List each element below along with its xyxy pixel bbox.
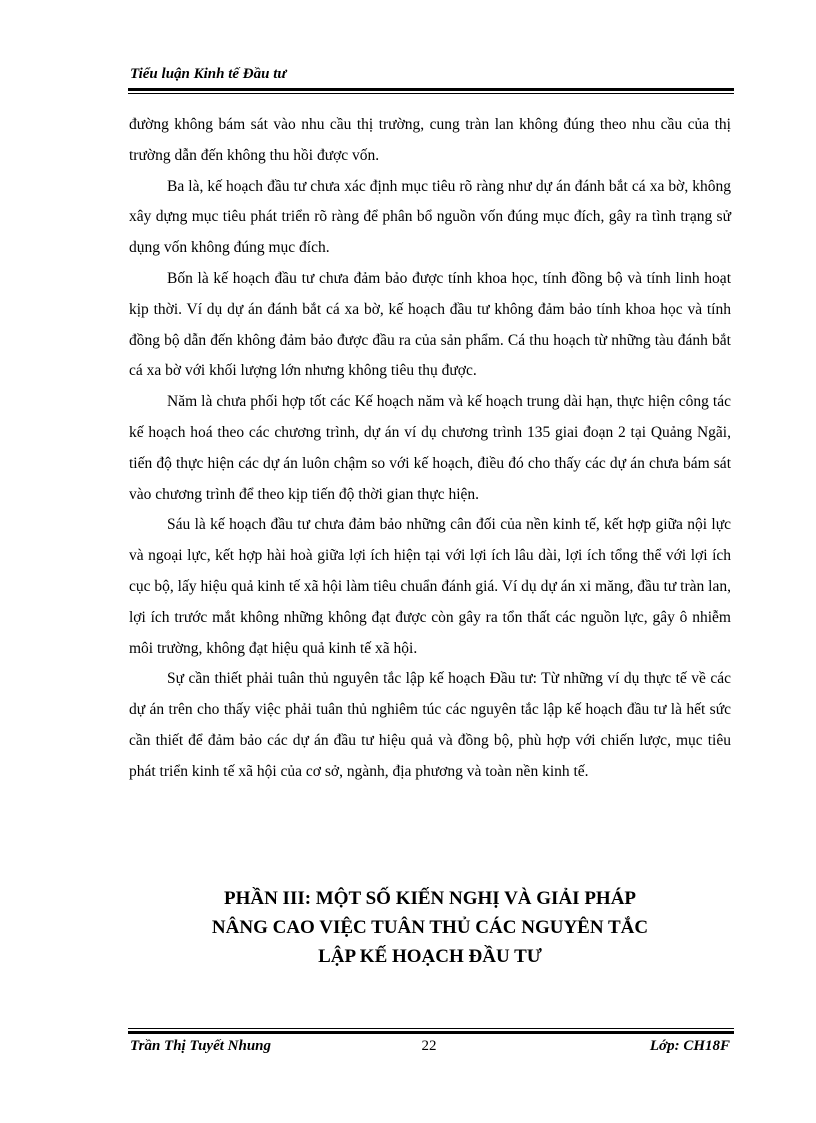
paragraph-sau-la: Sáu là kế hoạch đầu tư chưa đảm bảo những cân đối của nền kinh tế, kết hợp giữa nội lực và ngoại lực, kết hợp hài hoà giữa lợi ích hiện tại với lợi ích lâu dài, lợi ích tổng thể với lợi ích cục bộ, lấy hiệu quả kinh tế xã hội làm tiêu chuẩn đánh giá. Ví dụ dự án xi măng, đầu tư tràn lan, lợi ích trước mắt không những không đạt được còn gây ra tổn thất các nguồn lực, gây ô nhiễm môi trường, không đạt hiệu quả kinh tế xã hội. xyxy=(129,516,731,657)
section-heading xyxy=(129,884,731,971)
running-header-title: Tiểu luận Kinh tế Đầu tư xyxy=(130,66,287,82)
footer-class: Lớp: CH18F xyxy=(649,1038,730,1054)
footer-rule-thin xyxy=(128,1028,734,1029)
paragraph-su-can-thiet: Sự cần thiết phải tuân thủ nguyên tắc lập kế hoạch Đầu tư: Từ những ví dụ thực tế về các dự án trên cho thấy việc phải tuân thủ nghiêm túc các nguyên tắc lập kế hoạch đầu tư là hết sức cần thiết để đảm bảo các dự án đầu tư hiệu quả và đồng bộ, phù hợp với chiến lược, mục tiêu phát triển kinh tế xã hội của cơ sở, ngành, địa phương và toàn nền kinh tế. xyxy=(129,670,731,780)
body-text xyxy=(129,110,731,788)
footer-author: Trần Thị Tuyết Nhung xyxy=(130,1038,271,1054)
header-rule-thin xyxy=(128,93,734,94)
paragraph-bon-la: Bốn là kế hoạch đầu tư chưa đảm bảo được tính khoa học, tính đồng bộ và tính linh hoạt kịp thời. Ví dụ dự án đánh bắt cá xa bờ, kế hoạch đầu tư không đảm bảo tính khoa học và tính đồng bộ dẫn đến không đảm bảo được đầu ra của sản phẩm. Cá thu hoạch từ những tàu đánh bắt cá xa bờ với khối lượng lớn nhưng không tiêu thụ được. xyxy=(129,269,731,380)
paragraph-nam-la: Năm là chưa phối hợp tốt các Kế hoạch năm và kế hoạch trung dài hạn, thực hiện công tác kế hoạch hoá theo các chương trình, dự án ví dụ chương trình 135 giai đoạn 2 tại Quảng Ngãi, tiến độ thực hiện các dự án luôn chậm so với kế hoạch, điều đó cho thấy các dự án chưa bám sát vào chương trình để theo kịp tiến độ thời gian thực hiện. xyxy=(129,393,731,503)
page-number: 22 xyxy=(421,1038,437,1054)
section-heading-line-3: LẬP KẾ HOẠCH ĐẦU TƯ xyxy=(318,946,542,967)
section-heading-line-2: NÂNG CAO VIỆC TUÂN THỦ CÁC NGUYÊN TẮC xyxy=(211,917,649,938)
paragraph-ba-la: Ba là, kế hoạch đầu tư chưa xác định mục tiêu rõ ràng như dự án đánh bắt cá xa bờ, không xây dựng mục tiêu phát triển rõ ràng để phân bổ nguồn vốn đúng mục đích, gây ra tình trạng sử dụng vốn không đúng mục đích. xyxy=(129,177,731,257)
paragraph-continuation: đường không bám sát vào nhu cầu thị trường, cung tràn lan không đúng theo nhu cầu của thị trường dẫn đến không thu hồi được vốn. xyxy=(129,116,731,164)
header-rule-thick xyxy=(128,88,734,91)
section-heading-line-1: PHẦN III: MỘT SỐ KIẾN NGHỊ VÀ GIẢI PHÁP xyxy=(223,888,637,909)
footer-rule-thick xyxy=(128,1031,734,1034)
